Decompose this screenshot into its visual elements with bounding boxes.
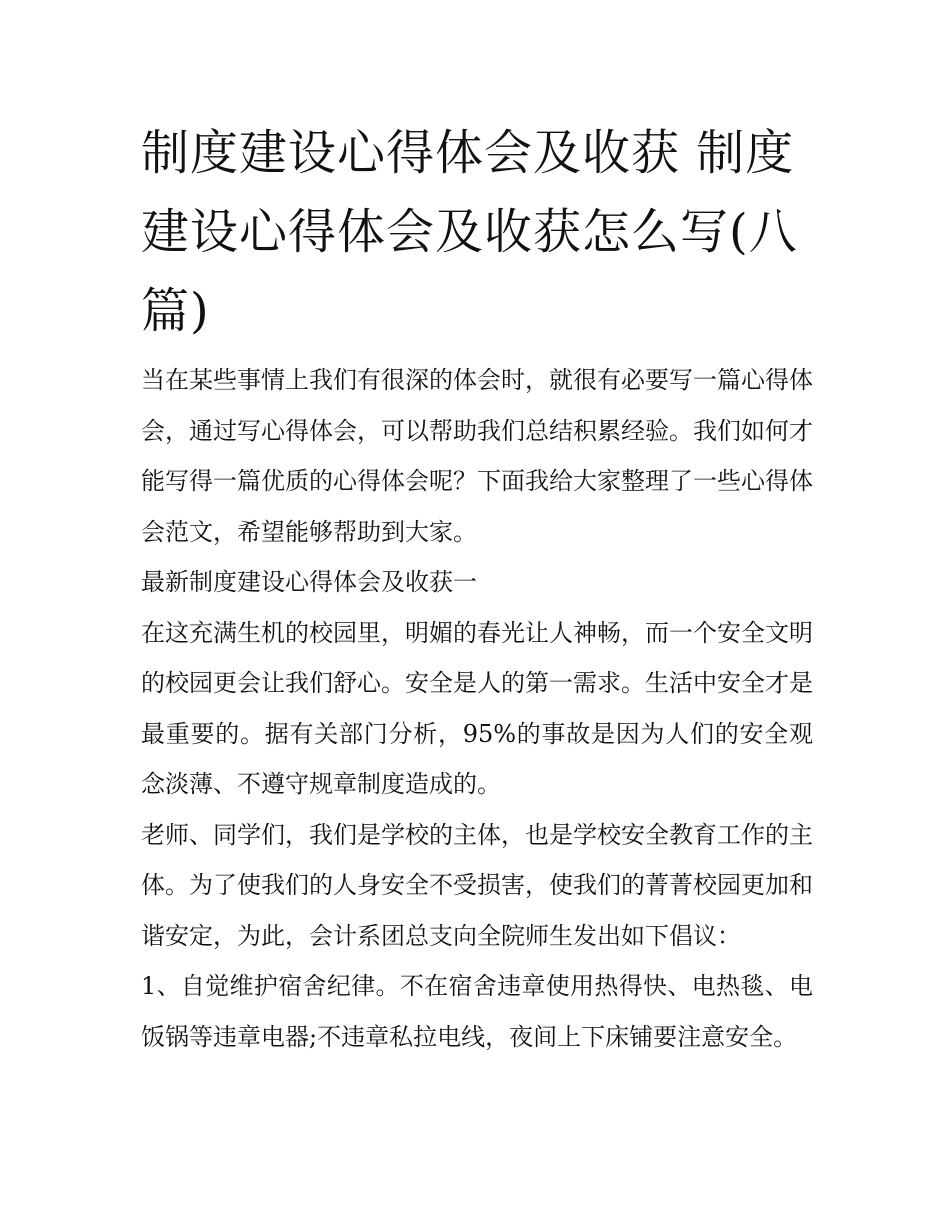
body-paragraph: 在这充满生机的校园里，明媚的春光让人神畅，而一个安全文明的校园更会让我们舒心。安全是人的第一需求。生活中安全才是最重要的。据有关部门分析，95%的事故是因为人们的安全观念淡薄、不遵守规章制度造成的。 — [141, 618, 813, 798]
intro-paragraph: 当在某些事情上我们有很深的体会时，就很有必要写一篇心得体会，通过写心得体会，可以帮助我们总结积累经验。我们如何才能写得一篇优质的心得体会呢？下面我给大家整理了一些心得体会范文，希望能够帮助到大家。 — [141, 366, 813, 546]
section-heading: 最新制度建设心得体会及收获一 — [141, 568, 477, 596]
body-paragraph: 1、自觉维护宿舍纪律。不在宿舍违章使用热得快、电热毯、电饭锅等违章电器;不违章私拉电线，夜间上下床铺要注意安全。 — [141, 972, 813, 1051]
document-title: 制度建设心得体会及收获 制度建设心得体会及收获怎么写(八篇) — [141, 125, 798, 339]
document-body — [141, 355, 813, 1062]
body-paragraph: 老师、同学们，我们是学校的主体，也是学校安全教育工作的主体。为了使我们的人身安全不受损害，使我们的菁菁校园更加和谐安定，为此，会计系团总支向全院师生发出如下倡议： — [141, 820, 813, 950]
